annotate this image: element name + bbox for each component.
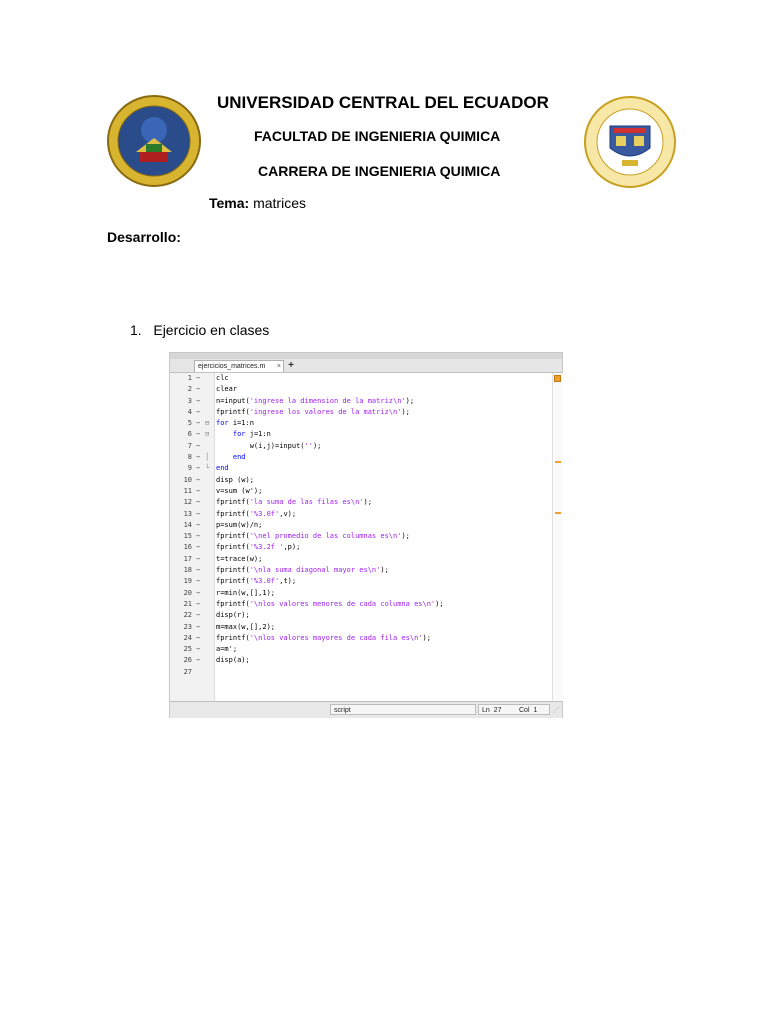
code-text: fprintf('la suma de las filas es\n'); <box>216 498 372 507</box>
code-line[interactable] <box>170 565 552 576</box>
breakpoint-dash[interactable]: − <box>196 441 201 450</box>
code-text: for j=1:n <box>232 430 271 439</box>
code-text: n=input('ingrese la dimension de la matriz\n'); <box>216 396 415 405</box>
code-line[interactable] <box>170 384 552 395</box>
line-number: 3 <box>187 396 192 405</box>
code-line[interactable] <box>170 588 552 599</box>
list-text: Ejercicio en clases <box>153 322 270 338</box>
line-number: 10 <box>183 475 192 484</box>
status-line-label: Ln <box>482 707 490 714</box>
line-number: 6 <box>187 430 192 439</box>
breakpoint-dash[interactable]: − <box>196 475 201 484</box>
faculty-seal-logo <box>584 96 676 188</box>
code-text: disp(r); <box>216 611 250 620</box>
line-number: 22 <box>183 611 192 620</box>
code-line[interactable] <box>170 610 552 621</box>
breakpoint-dash[interactable]: − <box>196 599 201 608</box>
line-number: 19 <box>183 577 192 586</box>
status-mode: script <box>330 704 476 715</box>
breakpoint-dash[interactable]: − <box>196 532 201 541</box>
line-number: 7 <box>187 441 192 450</box>
code-text: v=sum (w'); <box>216 486 263 495</box>
line-number: 15 <box>183 532 192 541</box>
code-text: r=min(w,[],1); <box>216 588 276 597</box>
breakpoint-dash[interactable]: − <box>196 656 201 665</box>
editor-tab-bar <box>170 359 562 373</box>
status-line-value: 27 <box>493 707 502 714</box>
code-text: end <box>216 464 229 473</box>
code-line[interactable] <box>170 396 552 407</box>
code-lines <box>170 373 552 678</box>
code-line[interactable] <box>170 599 552 610</box>
code-line[interactable] <box>170 509 552 520</box>
code-line[interactable] <box>170 429 552 440</box>
code-text: t=trace(w); <box>216 554 263 563</box>
code-line[interactable] <box>170 463 552 474</box>
code-line[interactable] <box>170 486 552 497</box>
line-number: 20 <box>183 588 192 597</box>
breakpoint-dash[interactable]: − <box>196 633 201 642</box>
breakpoint-dash[interactable]: − <box>196 520 201 529</box>
breakpoint-dash[interactable]: − <box>196 645 201 654</box>
topic-label: Tema: <box>209 195 250 211</box>
editor-tab-label: ejercicios_matrices.m <box>198 363 266 370</box>
career-title: CARRERA DE INGENIERIA QUIMICA <box>258 163 501 179</box>
code-line[interactable] <box>170 531 552 542</box>
code-text: p=sum(w)/n; <box>216 520 263 529</box>
line-number: 5 <box>187 419 192 428</box>
breakpoint-dash[interactable]: − <box>196 430 201 439</box>
line-number: 9 <box>187 464 192 473</box>
code-text: fprintf('\nla suma diagonal mayor es\n'); <box>216 566 389 575</box>
code-line[interactable] <box>170 497 552 508</box>
code-text: fprintf('%3.0f',v); <box>216 509 297 518</box>
breakpoint-dash[interactable]: − <box>196 622 201 631</box>
breakpoint-dash[interactable]: − <box>196 611 201 620</box>
code-text: fprintf('\nlos valores menores de cada columna es\n'); <box>216 599 444 608</box>
code-line[interactable] <box>170 644 552 655</box>
code-text: clear <box>216 385 238 394</box>
code-line[interactable] <box>170 655 552 666</box>
code-text: disp (w); <box>216 475 254 484</box>
status-column-label: Col <box>519 707 530 714</box>
code-text: clc <box>216 374 229 382</box>
breakpoint-dash[interactable]: − <box>196 543 201 552</box>
warning-marker[interactable] <box>555 512 561 514</box>
line-number: 16 <box>183 543 192 552</box>
code-line[interactable] <box>170 576 552 587</box>
fold-toggle-icon[interactable]: │ <box>205 453 210 462</box>
line-number: 12 <box>183 498 192 507</box>
line-number: 17 <box>183 554 192 563</box>
line-number: 13 <box>183 509 192 518</box>
editor-body[interactable] <box>170 373 552 701</box>
status-column <box>516 704 550 715</box>
code-editor <box>169 352 563 718</box>
code-line[interactable] <box>170 633 552 644</box>
code-line[interactable] <box>170 667 552 678</box>
breakpoint-dash[interactable]: − <box>196 407 201 416</box>
code-line[interactable] <box>170 407 552 418</box>
line-number: 21 <box>183 599 192 608</box>
breakpoint-dash[interactable]: − <box>196 385 201 394</box>
code-line[interactable] <box>170 554 552 565</box>
breakpoint-dash[interactable]: − <box>196 588 201 597</box>
fold-toggle-icon[interactable]: └ <box>205 464 210 473</box>
code-line[interactable] <box>170 441 552 452</box>
faculty-title: FACULTAD DE INGENIERIA QUIMICA <box>254 128 501 144</box>
line-number: 11 <box>183 486 192 495</box>
breakpoint-dash[interactable]: − <box>196 498 201 507</box>
breakpoint-dash[interactable]: − <box>196 486 201 495</box>
fold-toggle-icon[interactable]: ⊟ <box>205 419 210 428</box>
list-number: 1. <box>130 322 142 338</box>
breakpoint-dash[interactable]: − <box>196 509 201 518</box>
breakpoint-dash[interactable]: − <box>196 554 201 563</box>
list-item <box>130 322 269 338</box>
resize-grip-icon[interactable]: ⋰ <box>553 707 560 714</box>
line-number: 1 <box>187 374 192 382</box>
line-number: 14 <box>183 520 192 529</box>
status-bar <box>170 701 562 718</box>
line-number: 27 <box>183 667 192 676</box>
code-text: w(i,j)=input(''); <box>216 441 322 450</box>
university-title: UNIVERSIDAD CENTRAL DEL ECUADOR <box>217 93 549 112</box>
university-seal-logo <box>106 94 202 188</box>
breakpoint-dash[interactable]: − <box>196 577 201 586</box>
code-text: fprintf('ingrese los valores de la matriz\n'); <box>216 407 410 416</box>
line-number: 25 <box>183 645 192 654</box>
code-line[interactable] <box>170 452 552 463</box>
fold-toggle-icon[interactable]: ⊟ <box>205 430 210 439</box>
code-line[interactable] <box>170 475 552 486</box>
code-text: for i=1:n <box>216 419 254 428</box>
code-text: a=m'; <box>216 645 238 654</box>
topic-value: matrices <box>253 195 306 211</box>
line-number: 24 <box>183 633 192 642</box>
development-heading: Desarrollo: <box>107 229 181 245</box>
breakpoint-dash[interactable]: − <box>196 464 201 473</box>
warning-marker[interactable] <box>555 461 561 463</box>
breakpoint-dash[interactable]: − <box>196 396 201 405</box>
code-text: disp(a); <box>216 656 250 665</box>
add-tab-button[interactable]: + <box>288 360 294 371</box>
line-number: 23 <box>183 622 192 631</box>
code-line[interactable] <box>170 418 552 429</box>
editor-tab[interactable] <box>194 360 284 372</box>
breakpoint-dash[interactable]: − <box>196 453 201 462</box>
line-number: 26 <box>183 656 192 665</box>
vertical-scrollbar[interactable] <box>552 373 563 701</box>
breakpoint-dash[interactable]: − <box>196 374 201 382</box>
line-number: 2 <box>187 385 192 394</box>
code-line[interactable] <box>170 542 552 553</box>
code-text: m=max(w,[],2); <box>216 622 276 631</box>
topic-line <box>209 195 306 211</box>
line-number: 8 <box>187 453 192 462</box>
breakpoint-dash[interactable]: − <box>196 566 201 575</box>
code-line[interactable] <box>170 622 552 633</box>
warning-indicator-icon <box>554 375 561 382</box>
code-text: fprintf('%3.0f',t); <box>216 577 297 586</box>
close-icon[interactable]: × <box>276 363 281 370</box>
status-column-value: 1 <box>533 707 538 714</box>
line-number: 18 <box>183 566 192 575</box>
line-number: 4 <box>187 407 192 416</box>
code-text: end <box>232 453 246 462</box>
code-text: fprintf('\nlos valores mayores de cada fila es\n'); <box>216 633 431 642</box>
code-line[interactable] <box>170 520 552 531</box>
code-line[interactable] <box>170 373 552 384</box>
breakpoint-dash[interactable]: − <box>196 419 201 428</box>
code-text: fprintf('%3.2f ',p); <box>216 543 301 552</box>
code-text: fprintf('\nel promedio de las columnas es\n'); <box>216 532 410 541</box>
